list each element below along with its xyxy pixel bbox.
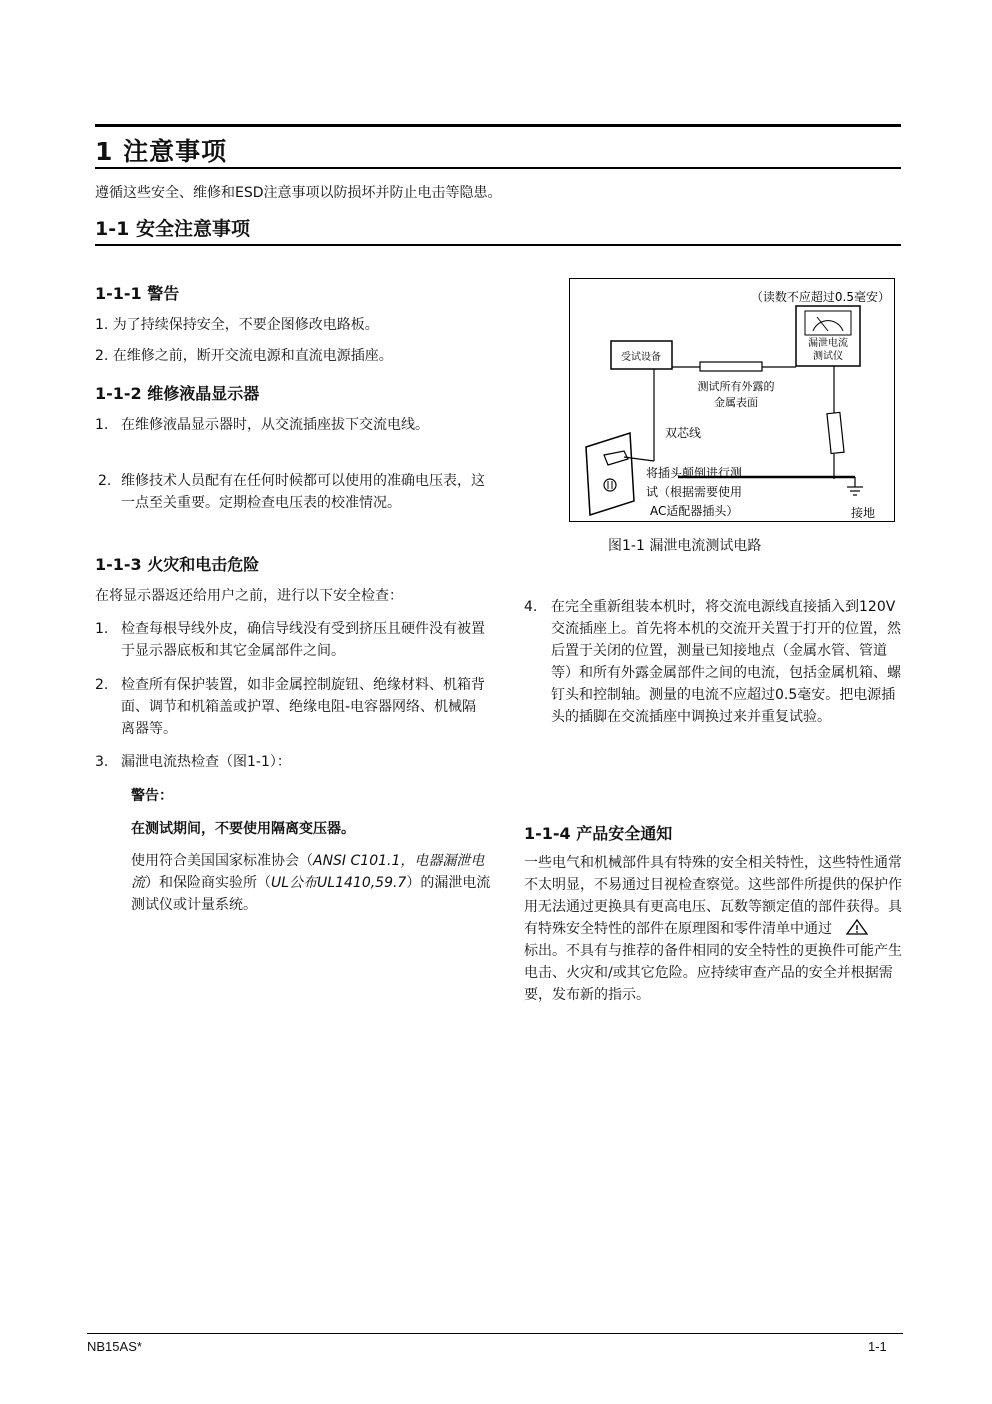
lcd-item-1 bbox=[95, 414, 485, 436]
notice-paragraph bbox=[524, 852, 904, 1006]
chapter-rule bbox=[95, 167, 901, 169]
fire-item-4-text: 在完全重新组装本机时，将交流电源线直接插入到120V交流插座上。首先将本机的交流开关置于打开的位置，然后置于关闭的位置，测量已知接地点（金属水管、管道等）和所有外露金属部件之间的电流，包括金属机箱、螺钉头和控制轴。测量的电流不应超过0.5毫安。把电源插头的插脚在交流插座中调换过来并重复试验。 bbox=[551, 599, 901, 725]
test-label-1: 测试所有外露的 bbox=[697, 380, 775, 393]
device-label: 受试设备 bbox=[621, 352, 661, 363]
notice-text-1: 一些电气和机械部件具有特殊的安全相关特性，这些特性通常不太明显，不易通过目视检查察觉。这些部件所提供的保护作用无法通过更换具有更高电压、瓦数等额定值的部件获得。具有特殊安全特性的部件在原理图和零件清单中通过 bbox=[524, 855, 902, 937]
standard-ul: UL公布UL1410,59.7 bbox=[271, 875, 407, 891]
leakage-test-figure bbox=[569, 278, 895, 522]
section-rule bbox=[95, 244, 901, 246]
meter-label-2: 测试仪 bbox=[813, 351, 843, 362]
fire-item-2-number: 2. bbox=[95, 677, 109, 693]
figure-caption: 图1-1 漏泄电流测试电路 bbox=[608, 538, 762, 554]
leakage-circuit-diagram bbox=[570, 279, 896, 523]
chapter-intro: 遵循这些安全、维修和ESD注意事项以防损坏并防止电击等隐患。 bbox=[95, 185, 502, 201]
warning-item-2: 2. 在维修之前，断开交流电源和直流电源插座。 bbox=[95, 348, 393, 364]
lcd-heading: 1-1-2 维修液晶显示器 bbox=[95, 384, 260, 403]
footer-model: NB15AS* bbox=[87, 1339, 142, 1354]
footer-page-number: 1-1 bbox=[868, 1339, 887, 1354]
meter-label-1: 漏泄电流 bbox=[808, 338, 848, 349]
fire-item-2 bbox=[95, 674, 490, 740]
notice-heading: 1-1-4 产品安全通知 bbox=[524, 824, 673, 843]
ground-label: 接地 bbox=[850, 506, 876, 520]
fire-item-2-text: 检查所有保护装置，如非金属控制旋钮、绝缘材料、机箱背面、调节和机箱盖或护罩、绝缘电阻-电容器网络、机械隔离器等。 bbox=[121, 677, 485, 737]
lcd-item-2-number: 2. bbox=[98, 473, 112, 489]
warning-item-1: 1. 为了持续保持安全，不要企图修改电路板。 bbox=[95, 317, 379, 333]
probe bbox=[700, 362, 762, 371]
fire-warning-text: 在测试期间，不要使用隔离变压器。 bbox=[131, 821, 355, 837]
lcd-item-2 bbox=[98, 470, 486, 514]
fire-item-3-text: 漏泄电流热检查（图1-1）： bbox=[121, 754, 291, 770]
plug-label-3: AC适配器插头） bbox=[650, 504, 739, 518]
warning-triangle-icon bbox=[846, 919, 868, 935]
fire-item-3-number: 3. bbox=[95, 754, 109, 770]
cord-label: 双芯线 bbox=[665, 426, 702, 440]
lcd-item-1-text: 在维修液晶显示器时，从交流插座拔下交流电线。 bbox=[121, 417, 429, 433]
outlet bbox=[586, 433, 634, 515]
fire-item-4-number: 4. bbox=[524, 599, 538, 615]
reading-label: （读数不应超过0.5毫安） bbox=[750, 290, 890, 304]
footer-rule bbox=[87, 1333, 903, 1334]
chapter-title: 1 注意事项 bbox=[95, 137, 228, 166]
standard-ansi: ANSI C101.1，电器漏泄电流 bbox=[131, 853, 485, 891]
fire-item-1 bbox=[95, 618, 490, 662]
fire-intro: 在将显示器返还给用户之前，进行以下安全检查： bbox=[95, 588, 403, 604]
fire-item-1-text: 检查每根导线外皮，确信导线没有受到挤压且硬件没有被置于显示器底板和其它金属部件之间。 bbox=[121, 621, 485, 659]
standard-text-3: ）的漏泄电流测试仪或计量系统。 bbox=[131, 875, 491, 913]
standard-paragraph bbox=[131, 850, 491, 916]
standard-text-2: ）和保险商实验所（ bbox=[145, 875, 271, 891]
lcd-item-1-number: 1. bbox=[95, 417, 109, 433]
fire-warning-label: 警告： bbox=[131, 788, 173, 804]
standard-text-1: 使用符合美国国家标准协会（ bbox=[131, 853, 313, 869]
test-label-2: 金属表面 bbox=[714, 396, 758, 409]
resistor bbox=[827, 412, 844, 453]
meter-dial bbox=[805, 311, 851, 335]
lcd-item-2-text: 维修技术人员配有在任何时候都可以使用的准确电压表，这一点至关重要。定期检查电压表的校准情况。 bbox=[121, 473, 485, 511]
plug-label-2: 试（根据需要使用 bbox=[646, 485, 743, 499]
fire-heading: 1-1-3 火灾和电击危险 bbox=[95, 555, 260, 574]
fire-item-1-number: 1. bbox=[95, 621, 109, 637]
top-rule bbox=[95, 124, 901, 127]
warning-heading: 1-1-1 警告 bbox=[95, 284, 180, 303]
notice-text-2: 标出。不具有与推荐的备件相同的安全特性的更换件可能产生电击、火灾和/或其它危险。应持续审查产品的安全并根据需要，发布新的指示。 bbox=[524, 943, 902, 1003]
plug-label-1: 将插头颠倒进行测 bbox=[646, 466, 743, 480]
fire-item-4 bbox=[524, 596, 904, 728]
fire-item-3 bbox=[95, 751, 490, 773]
section-title: 1-1 安全注意事项 bbox=[95, 218, 250, 240]
